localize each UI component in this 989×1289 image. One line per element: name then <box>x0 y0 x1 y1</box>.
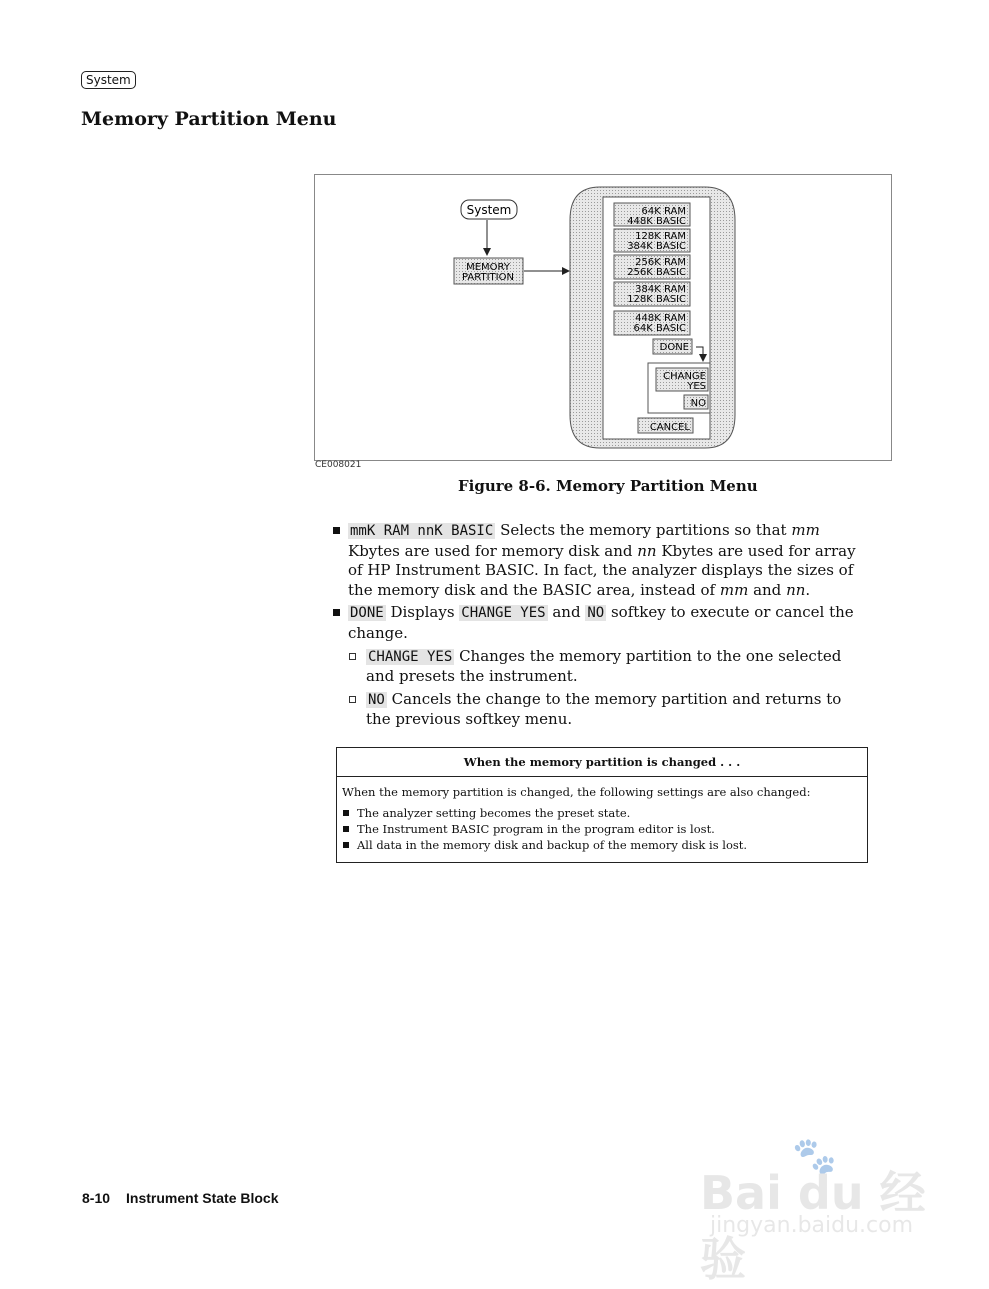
note-box <box>336 747 868 863</box>
softkey-label: CHANGE YES <box>461 605 546 622</box>
figure-caption: Figure 8-6. Memory Partition Menu <box>458 477 758 495</box>
svg-text:YES: YES <box>687 381 706 392</box>
note-title: When the memory partition is changed . . . <box>337 748 867 777</box>
svg-text:384K RAM: 384K RAM <box>635 284 686 295</box>
fig-menu-item-1 <box>614 203 690 227</box>
fig-mp-line1: MEMORY <box>466 262 510 273</box>
svg-text:256K RAM: 256K RAM <box>635 257 686 268</box>
softkey-label: mmK RAM nnK BASIC <box>350 523 494 539</box>
svg-text:DONE: DONE <box>659 342 689 353</box>
fig-system-key <box>461 200 517 219</box>
softkey-label: NO <box>587 605 605 622</box>
square-bullet-icon <box>343 842 349 848</box>
svg-text:448K RAM: 448K RAM <box>635 313 686 324</box>
fig-menu-item-5 <box>614 311 690 335</box>
sub-item-no: NO Cancels the change to the memory partition and returns to the previous softkey menu. <box>330 690 870 730</box>
list-item: The analyzer setting becomes the preset state. <box>342 805 862 821</box>
section-title: Instrument State Block <box>126 1190 279 1206</box>
svg-text:448K BASIC: 448K BASIC <box>627 216 686 227</box>
list-item-done: DONE Displays CHANGE YES and NO softkey to execute or cancel the change. <box>330 603 870 643</box>
svg-text:128K RAM: 128K RAM <box>635 231 686 242</box>
square-bullet-icon <box>343 810 349 816</box>
baidu-watermark <box>700 1135 935 1286</box>
list-item: All data in the memory disk and backup of the memory disk is lost. <box>342 837 862 853</box>
page-title: Memory Partition Menu <box>81 108 337 130</box>
hollow-bullet-icon <box>349 696 356 703</box>
softkey-label: NO <box>368 691 385 708</box>
watermark-main: Bai du 经验 <box>700 1166 926 1286</box>
fig-system-key-label: System <box>466 203 512 217</box>
list-item: The Instrument BASIC program in the program editor is lost. <box>342 821 862 837</box>
memory-partition-figure <box>314 174 892 461</box>
page-number: 8-10 <box>82 1190 111 1206</box>
softkey-label: CHANGE YES <box>368 648 453 665</box>
svg-text:256K BASIC: 256K BASIC <box>627 267 686 278</box>
figure-code: CE008021 <box>315 460 362 470</box>
paw-icon: 🐾 <box>792 1136 837 1177</box>
fig-memory-partition-key <box>454 258 523 284</box>
fig-mp-line2: PARTITION <box>462 272 514 283</box>
svg-text:64K BASIC: 64K BASIC <box>633 323 686 334</box>
note-list <box>337 805 867 853</box>
note-intro: When the memory partition is changed, the following settings are also changed: <box>342 785 811 799</box>
square-bullet-icon <box>333 609 340 616</box>
svg-text:64K RAM: 64K RAM <box>641 206 686 217</box>
fig-menu-item-2 <box>614 229 690 252</box>
fig-done-key <box>653 339 692 354</box>
watermark-url: jingyan.baidu.com <box>710 1213 914 1238</box>
fig-cancel-key <box>638 418 693 433</box>
fig-change-yes-key <box>656 368 708 392</box>
softkey-descriptions <box>330 521 870 733</box>
square-bullet-icon <box>333 527 340 534</box>
fig-menu-item-3 <box>614 255 690 279</box>
svg-text:CANCEL: CANCEL <box>649 422 690 433</box>
square-bullet-icon <box>343 826 349 832</box>
svg-text:CHANGE: CHANGE <box>663 371 706 382</box>
hollow-bullet-icon <box>349 653 356 660</box>
list-item-partition: mmK RAM nnK BASIC Selects the memory partitions so that mm Kbytes are used for memory disk and nn Kbytes are used for array of HP Instrument BASIC. In fact, the analyzer displays the sizes of the memory disk and the BASIC area, instead of mm and nn. <box>330 521 870 600</box>
svg-text:384K BASIC: 384K BASIC <box>627 241 686 252</box>
fig-no-key <box>684 395 708 409</box>
sub-item-change-yes: CHANGE YES Changes the memory partition to the one selected and presets the instrument. <box>330 647 870 687</box>
page-footer <box>82 1190 279 1206</box>
softkey-label: DONE <box>350 605 384 622</box>
svg-text:128K BASIC: 128K BASIC <box>627 294 686 305</box>
fig-menu-item-4 <box>614 282 690 306</box>
svg-text:NO: NO <box>690 398 706 409</box>
system-key-badge: System <box>81 71 136 89</box>
